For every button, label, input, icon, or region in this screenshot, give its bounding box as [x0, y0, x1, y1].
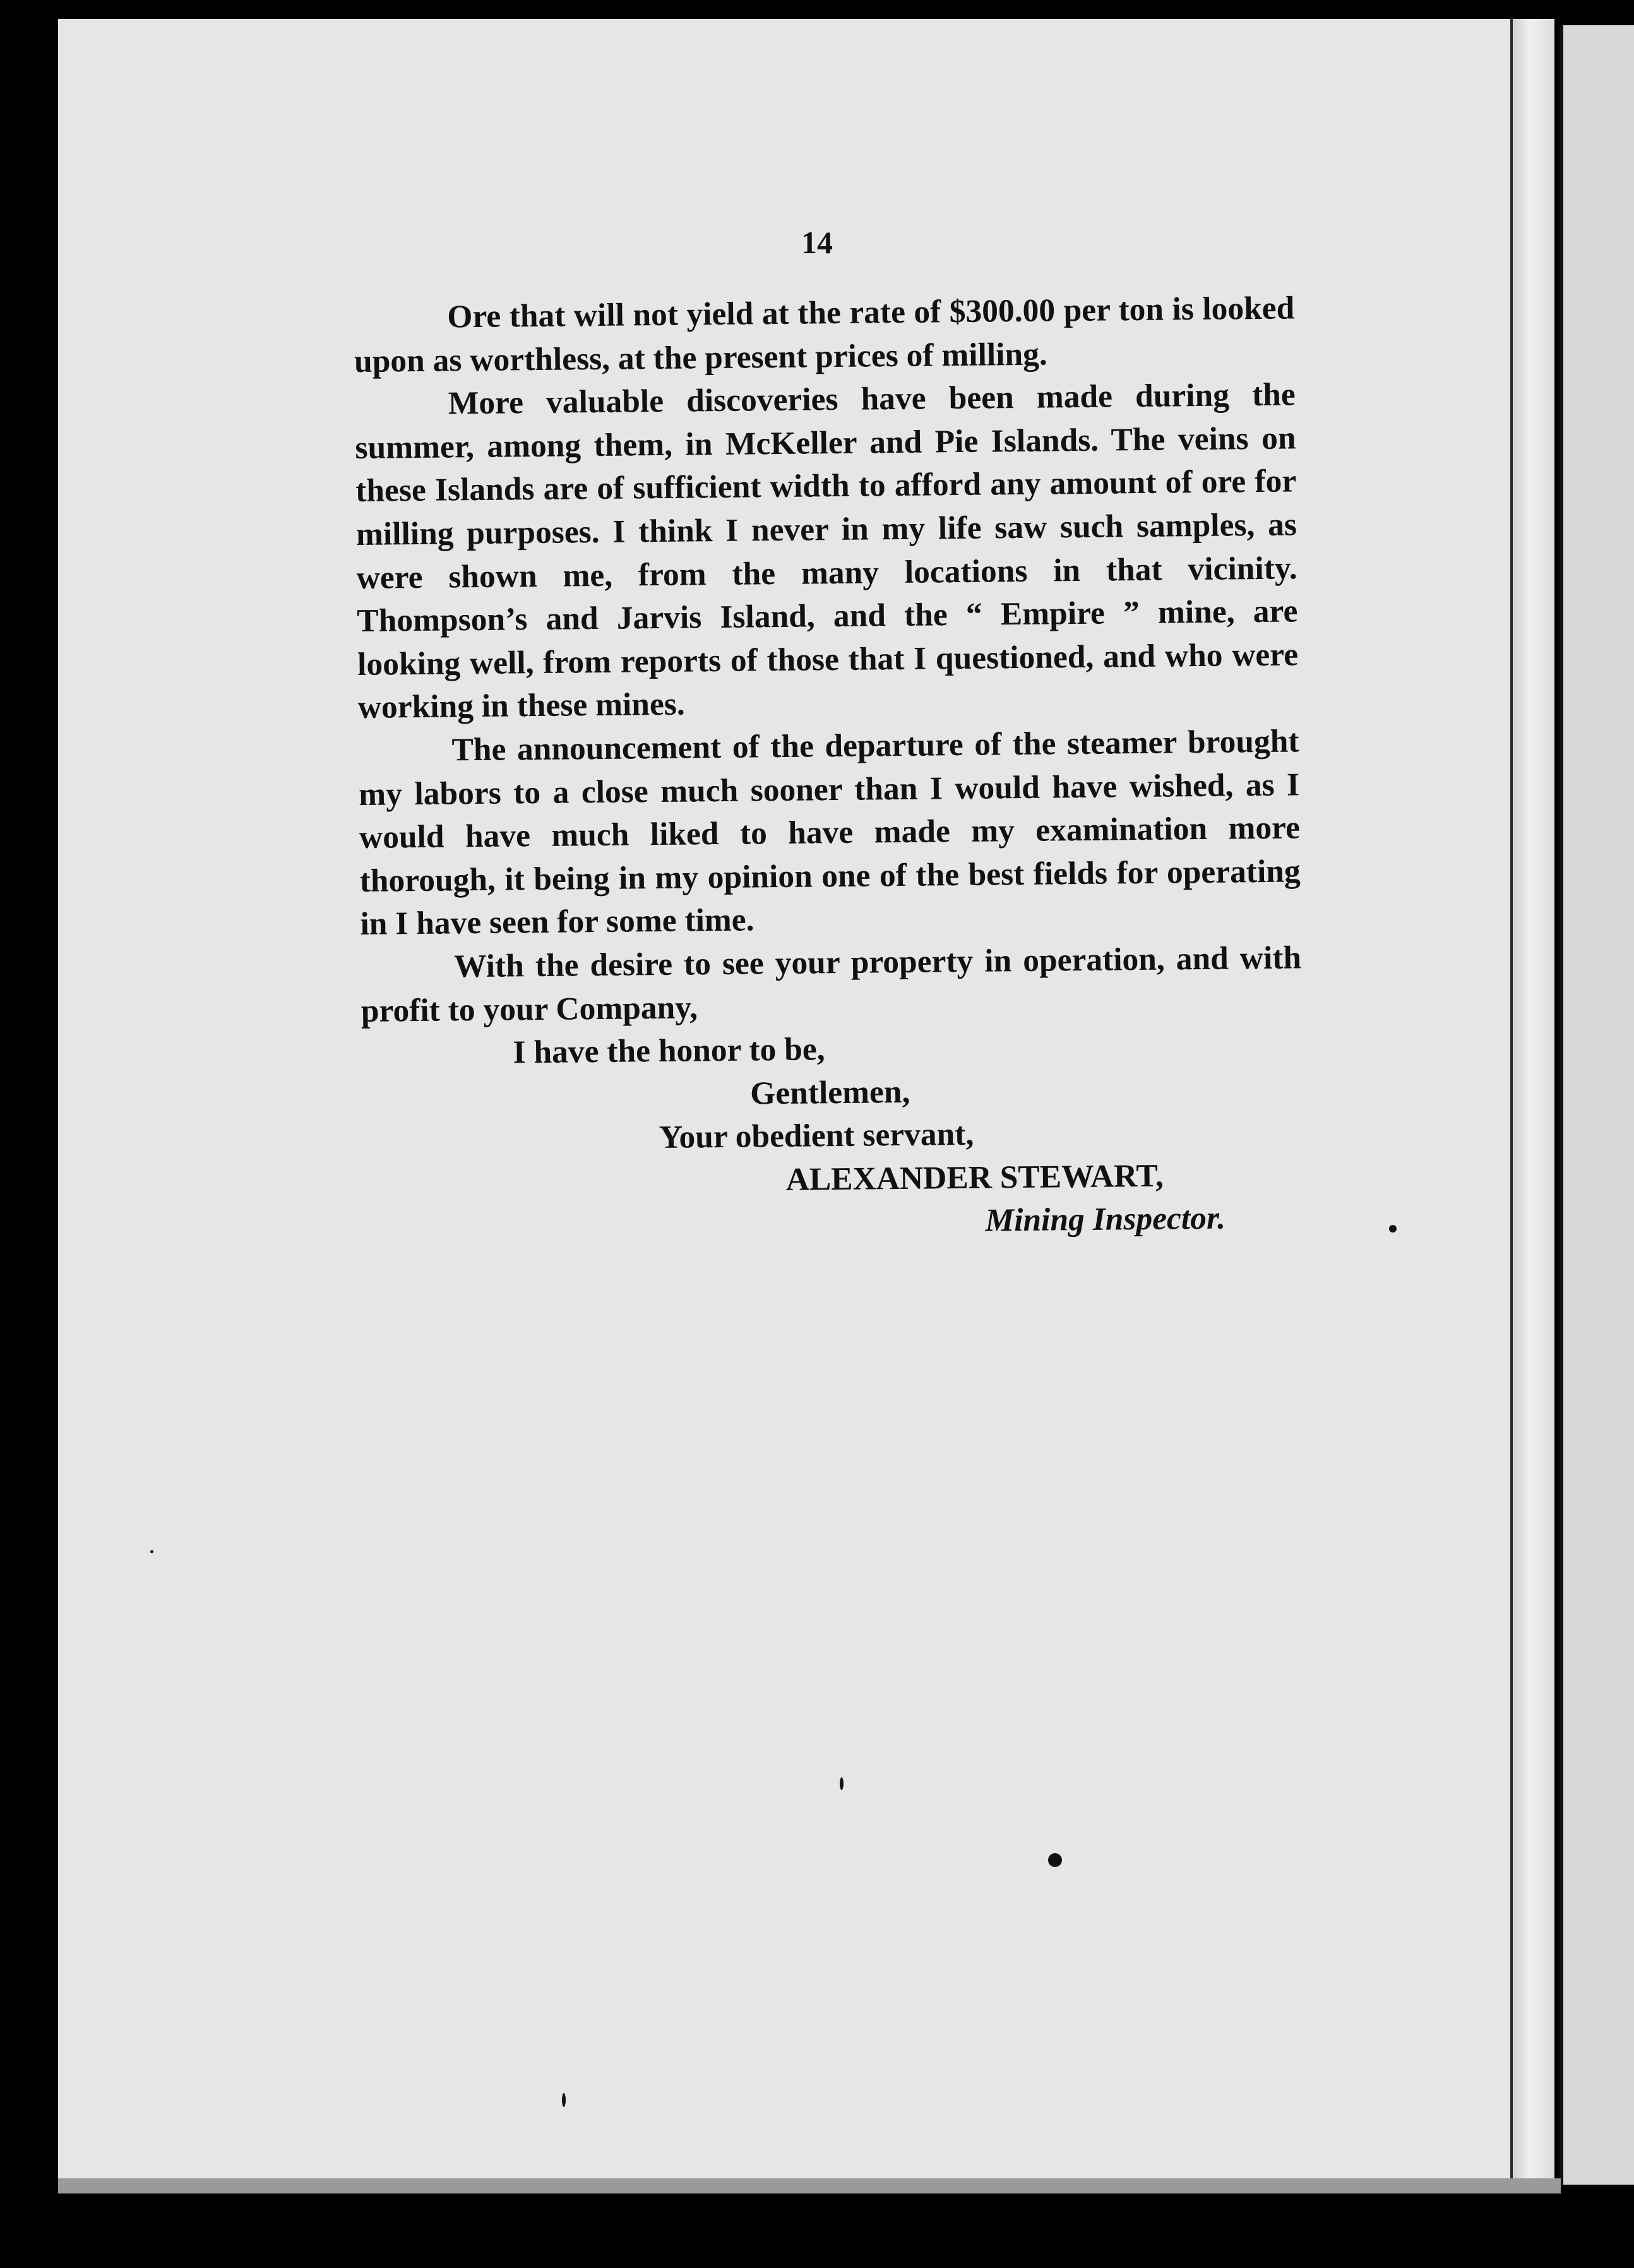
ink-speck	[1048, 1853, 1062, 1867]
paragraph-closing-wish: With the desire to see your property in operation, and with profit to your Company,	[361, 940, 1302, 1029]
closing-honor: I have the honor to be,	[513, 1031, 825, 1071]
signatory-title: Mining Inspector.	[985, 1200, 1226, 1239]
paragraph-steamer-departure: The announcement of the departure of the steamer brought my labors to a close much sooner than I would have wished, as I would have much liked to have made my examination more thorough, it being in my opinion one of the best fields for operating in I have seen for some time.	[358, 723, 1301, 943]
closing-valediction: Your obedient servant,	[659, 1116, 974, 1156]
ink-speck	[840, 1777, 844, 1790]
page-number: 14	[801, 225, 833, 260]
adjacent-page-edge	[1559, 25, 1634, 2185]
page-bottom-edge	[58, 2178, 1561, 2193]
closing-salutation: Gentlemen,	[749, 1073, 910, 1112]
signatory-name: ALEXANDER STEWART,	[785, 1157, 1164, 1198]
ink-speck	[1389, 1225, 1397, 1232]
paragraph-discoveries: More valuable discoveries have been made during the summer, among them, in McKeller and Pie Islands. The veins on these Islands are of sufficient width to afford any amount of ore for milling purposes. I think I never in my life saw such samples, as were shown me, from the many locations in that vicinity. Thompson’s and Jarvis Island, and the “ Empire ” mine, are looking well, from reports of those that I questioned, and who were working in these mines.	[355, 376, 1299, 726]
letter-body	[354, 287, 1304, 1250]
ink-speck	[150, 1550, 153, 1553]
ink-speck	[562, 2093, 566, 2107]
page-gutter-shadow	[1513, 19, 1554, 2178]
paragraph-ore-value: Ore that will not yield at the rate of $300.00 per ton is looked upon as worthless, at the present prices of milling.	[354, 290, 1295, 379]
